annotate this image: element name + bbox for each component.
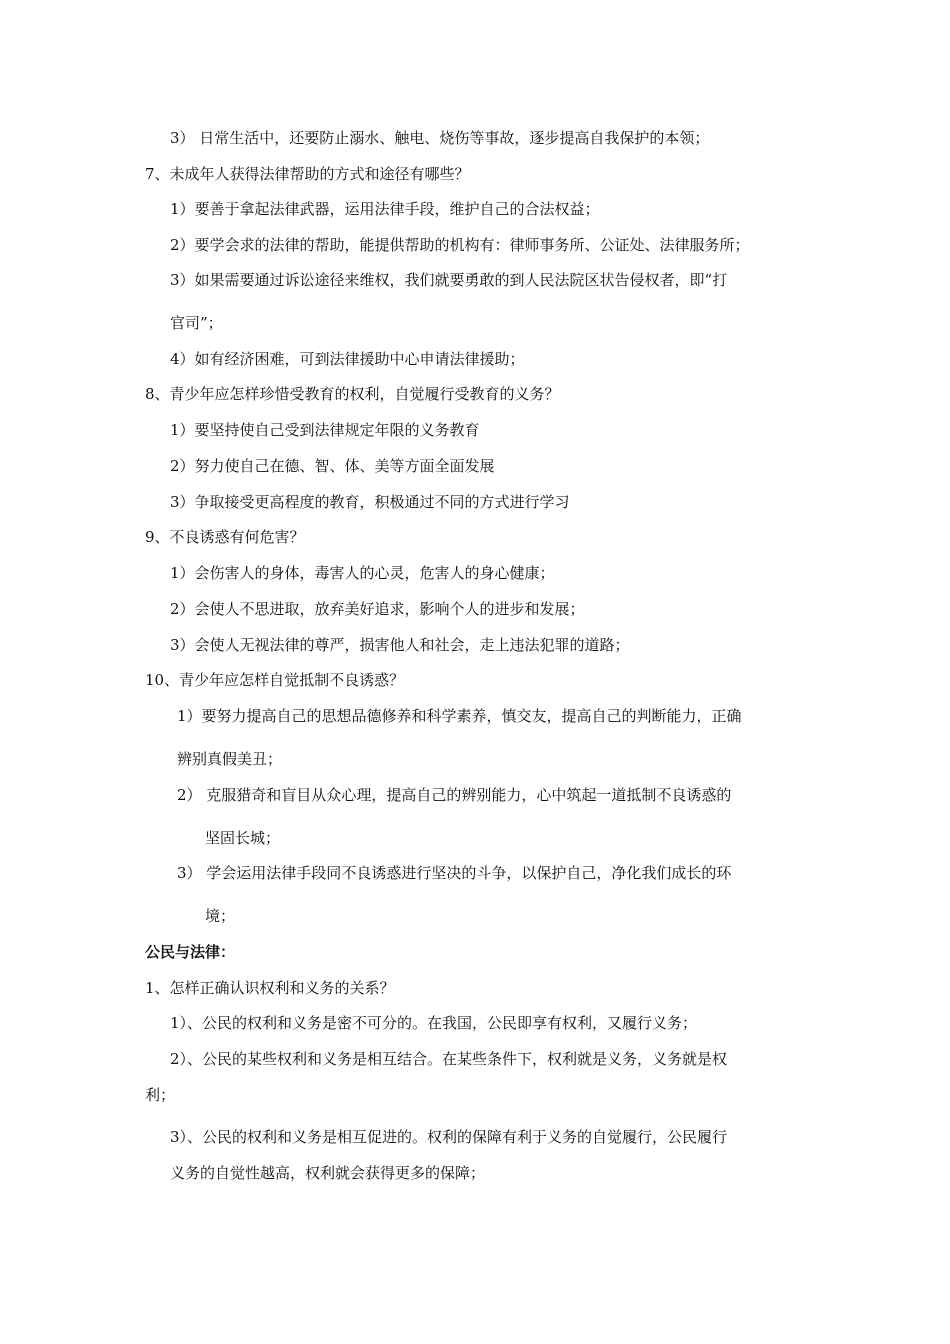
question-heading: 1、怎样正确认识权利和义务的关系？ xyxy=(145,979,395,997)
list-item-continuation: 义务的自觉性越高，权利就会获得更多的保障； xyxy=(170,1164,486,1182)
question-heading: 9、不良诱惑有何危害？ xyxy=(145,528,305,546)
list-item-continuation: 官司”； xyxy=(170,314,223,332)
list-item: 1）会伤害人的身体，毒害人的心灵，危害人的身心健康； xyxy=(170,564,555,582)
list-item: 3） 学会运用法律手段同不良诱惑进行坚决的斗争，以保护自己，净化我们成长的环 xyxy=(177,864,732,882)
section-title: 公民与法律： xyxy=(145,943,236,961)
list-item: 3）争取接受更高程度的教育，积极通过不同的方式进行学习 xyxy=(170,493,570,511)
list-item: 1）要善于拿起法律武器，运用法律手段，维护自己的合法权益； xyxy=(170,200,600,218)
list-item: 1）要努力提高自己的思想品德修养和科学素养，慎交友，提高自己的判断能力，正确 xyxy=(177,707,742,725)
list-item: 2）努力使自己在德、智、体、美等方面全面发展 xyxy=(170,457,495,475)
list-item: 1）、公民的权利和义务是密不可分的。在我国，公民即享有权利，又履行义务； xyxy=(170,1014,698,1032)
list-item-continuation: 利； xyxy=(145,1086,176,1104)
list-item-continuation: 辨别真假美丑； xyxy=(177,750,283,768)
list-item-continuation: 境； xyxy=(205,907,236,925)
list-item: 2） 克服猎奇和盲目从众心理，提高自己的辨别能力，心中筑起一道抵制不良诱惑的 xyxy=(177,786,732,804)
list-item: 1）要坚持使自己受到法律规定年限的义务教育 xyxy=(170,421,480,439)
list-item: 2）要学会求的法律的帮助，能提供帮助的机构有：律师事务所、公证处、法律服务所； xyxy=(170,236,750,254)
list-item: 2）会使人不思进取，放弃美好追求，影响个人的进步和发展； xyxy=(170,600,585,618)
list-item: 2）、公民的某些权利和义务是相互结合。在某些条件下，权利就是义务，义务就是权 xyxy=(170,1050,728,1068)
question-heading: 8、青少年应怎样珍惜受教育的权利，自觉履行受教育的义务？ xyxy=(145,385,560,403)
list-item: 3）、公民的权利和义务是相互促进的。权利的保障有利于义务的自觉履行，公民履行 xyxy=(170,1128,728,1146)
list-item: 3）会使人无视法律的尊严，损害他人和社会，走上违法犯罪的道路； xyxy=(170,636,630,654)
question-heading: 7、未成年人获得法律帮助的方式和途径有哪些？ xyxy=(145,165,470,183)
list-item: 3）如果需要通过诉讼途径来维权，我们就要勇敢的到人民法院区状告侵权者，即“打 xyxy=(170,271,728,289)
question-heading: 10、青少年应怎样自觉抵制不良诱惑？ xyxy=(145,671,405,689)
list-item-continuation: 坚固长城； xyxy=(205,829,281,847)
list-item: 4）如有经济困难，可到法律援助中心申请法律援助； xyxy=(170,350,525,368)
list-item: 3） 日常生活中，还要防止溺水、触电、烧伤等事故，逐步提高自我保护的本领； xyxy=(170,129,710,147)
